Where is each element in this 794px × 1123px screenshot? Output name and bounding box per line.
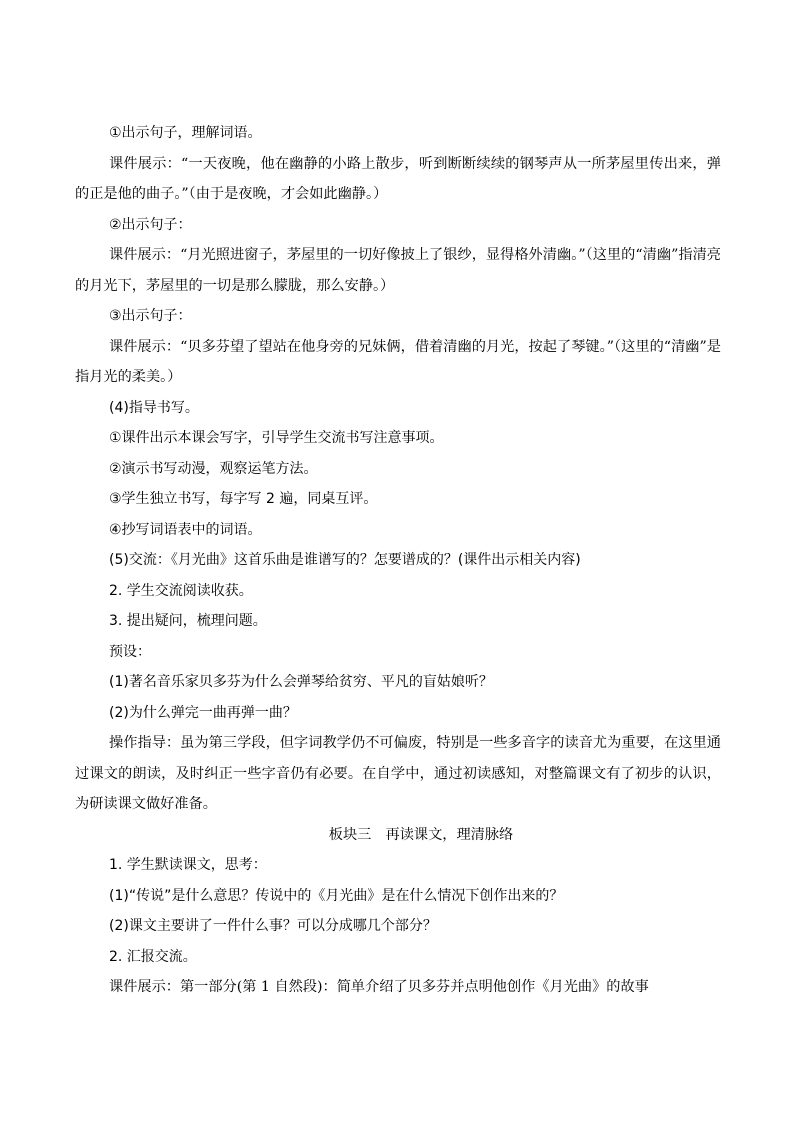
paragraph-show-sentence-3: ③出示句子：	[109, 308, 192, 324]
paragraph-silent-reading: 1. 学生默读课文，思考：	[109, 857, 267, 873]
paragraph-courseware-2: 课件展示：“月光照进窗子，茅屋里的一切好像披上了银纱，显得格外清幽。”（这里的“清幽”指清亮的月光下，茅屋里的一切是那么朦胧，那么安静。）	[75, 247, 721, 294]
paragraph-report-exchange: 2. 汇报交流。	[109, 948, 197, 965]
paragraph-preset: 预设：	[109, 643, 151, 660]
paragraph-writing-step-3: ③学生独立书写，每字写 2 遍，同桌互评。	[109, 491, 378, 507]
paragraph-courseware-part-1: 课件展示：第一部分(第 1 自然段)：简单介绍了贝多芬并点明他创作《月光曲》的故事	[109, 979, 649, 995]
paragraph-show-sentence-2: ②出示句子：	[109, 216, 192, 233]
paragraph-writing-step-4: ④抄写词语表中的词语。	[109, 521, 262, 538]
paragraph-think-question-1: (1)“传说”是什么意思？传说中的《月光曲》是在什么情况下创作出来的？	[109, 887, 564, 904]
paragraph-courseware-3: 课件展示：“贝多芬望了望站在他身旁的兄妹俩，借着清幽的月光，按起了琴键。”（这里的“清幽”是指月光的柔美。）	[75, 338, 721, 385]
document-body	[75, 118, 721, 1003]
paragraph-writing-step-1: ①课件出示本课会写字，引导学生交流书写注意事项。	[109, 430, 444, 446]
paragraph-reading-harvest: 2. 学生交流阅读收获。	[109, 582, 253, 599]
paragraph-writing-guide: (4)指导书写。	[109, 399, 199, 416]
paragraph-operation-guide: 操作指导：虽为第三学段，但字词教学仍不可偏废，特别是一些多音字的读音尤为重要，在这里通过课文的朗读，及时纠正一些字音仍有必要。在自学中，通过初读感知，对整篇课文有了初步的认识，为研读课文做好准备。	[75, 735, 721, 812]
paragraph-raise-questions: 3. 提出疑问，梳理问题。	[109, 613, 267, 629]
paragraph-exchange: (5)交流：《月光曲》这首乐曲是谁谱写的？怎要谱成的？(课件出示相关内容)	[109, 552, 581, 568]
paragraph-question-1: (1)著名音乐家贝多芬为什么会弹琴给贫穷、平凡的盲姑娘听？	[109, 674, 493, 690]
paragraph-show-sentence-1: ①出示句子，理解词语。	[109, 125, 262, 141]
paragraph-question-2: (2)为什么弹完一曲再弹一曲？	[109, 704, 297, 721]
paragraph-writing-step-2: ②演示书写动漫，观察运笔方法。	[109, 460, 318, 477]
paragraph-courseware-1: 课件展示：“一天夜晚，他在幽静的小路上散步，听到断断续续的钢琴声从一所茅屋里传出来，弹的正是他的曲子。”（由于是夜晚，才会如此幽静。）	[75, 155, 721, 202]
paragraph-think-question-2: (2)课文主要讲了一件什么事？可以分成哪几个部分？	[109, 918, 437, 934]
section-heading: 板块三 再读课文，理清脉络	[328, 826, 514, 843]
